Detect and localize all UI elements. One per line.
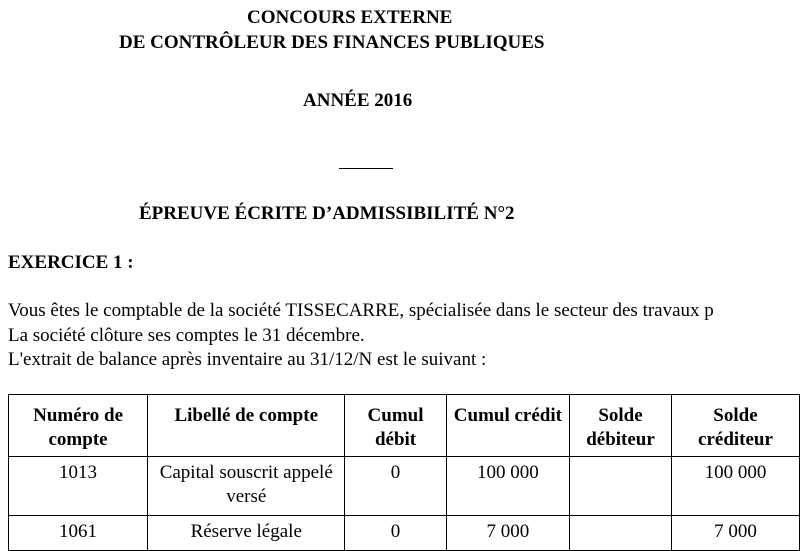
- cell-credit-balance: 100 000: [671, 457, 799, 516]
- cell-debit-balance: [570, 516, 672, 551]
- col-header-total-debit: Cumul débit: [345, 395, 446, 457]
- paragraph-2: La société clôture ses comptes le 31 décembre.: [8, 325, 365, 346]
- cell-total-credit: 100 000: [446, 457, 569, 516]
- paragraph-1: Vous êtes le comptable de la société TISSECARRE, spécialisée dans le secteur des travaux p: [8, 300, 714, 321]
- exam-title: ÉPREUVE ÉCRITE D’ADMISSIBILITÉ N°2: [139, 203, 515, 224]
- cell-total-debit: 0: [345, 516, 446, 551]
- separator-rule: [339, 168, 393, 169]
- cell-account-number: 1013: [9, 457, 148, 516]
- cell-account-label: Capital souscrit appelé versé: [148, 457, 345, 516]
- cell-total-credit: 7 000: [446, 516, 569, 551]
- cell-credit-balance: 7 000: [671, 516, 799, 551]
- table-row: [9, 457, 800, 516]
- title-line-2: DE CONTRÔLEUR DES FINANCES PUBLIQUES: [119, 32, 545, 53]
- col-header-total-credit: Cumul crédit: [446, 395, 569, 457]
- cell-debit-balance: [570, 457, 672, 516]
- exam-year: ANNÉE 2016: [303, 90, 413, 111]
- cell-account-label: Réserve légale: [148, 516, 345, 551]
- table-header-row: [9, 395, 800, 457]
- paragraph-3: L'extrait de balance après inventaire au 31/12/N est le suivant :: [8, 349, 487, 370]
- title-line-1: CONCOURS EXTERNE: [247, 7, 453, 28]
- balance-table: [8, 394, 800, 551]
- cell-account-number: 1061: [9, 516, 148, 551]
- exercise-title: EXERCICE 1 :: [8, 252, 134, 273]
- col-header-credit-balance: Solde créditeur: [671, 395, 799, 457]
- col-header-account-number: Numéro de compte: [9, 395, 148, 457]
- table-row: [9, 516, 800, 551]
- col-header-debit-balance: Solde débiteur: [570, 395, 672, 457]
- col-header-account-label: Libellé de compte: [148, 395, 345, 457]
- cell-total-debit: 0: [345, 457, 446, 516]
